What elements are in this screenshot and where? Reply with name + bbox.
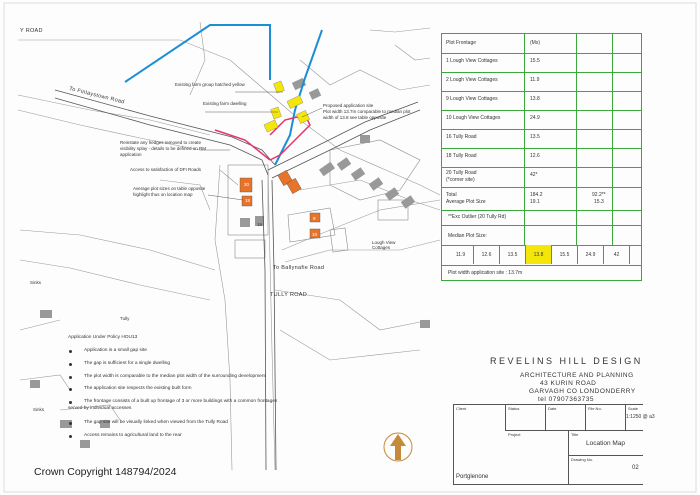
label-status: Status	[508, 406, 520, 411]
table-row-sublabel: (*corner site)	[446, 177, 475, 183]
north-label: N	[395, 446, 401, 453]
plot-frontage-table	[441, 33, 642, 281]
label-date: Date	[548, 406, 557, 411]
firm-address-2: GARVAGH CO LONDONDERRY	[529, 388, 636, 395]
plot-highlights	[240, 170, 320, 238]
site-boundary	[215, 115, 310, 160]
road-label-finlaystown: To Finlaystown Road	[68, 86, 126, 106]
median-value: 12.6	[474, 245, 500, 264]
policy-item: The gap site will be visually linked when viewed from the Tully Road	[84, 420, 228, 425]
table-average-value: 19.1	[530, 199, 540, 205]
map-label-tully: Tully	[120, 316, 130, 321]
map-label-lough-view: Lough View Cottages	[372, 240, 396, 250]
map-label-sinks: Sinks	[30, 280, 42, 285]
table-row-label: 9 Lough View Cottages	[446, 96, 498, 102]
firm-tel: tel 07907363735	[538, 396, 594, 403]
label-client: Client	[456, 406, 467, 411]
table-row-label: 2 Lough View Cottages	[446, 77, 498, 83]
road-label-ballynafie: To Ballynafie Road	[273, 265, 325, 271]
policy-item: The application site respects the existing built form	[84, 386, 192, 391]
firm-name: REVELINS HILL DESIGN	[490, 356, 643, 366]
policy-item: The frontage consists of a built up frontage of 3 or more buildings with a common frontages	[84, 399, 278, 404]
policy-bullet	[69, 422, 72, 425]
plot-number-20: 20	[244, 182, 250, 187]
note-access: Access to satisfaction of DFI Roads	[130, 167, 202, 172]
median-value: 42	[604, 245, 630, 264]
title-value: Location Map	[586, 440, 626, 447]
note-farm-group: Existing farm group hatched yellow	[175, 82, 245, 87]
copyright: Crown Copyright 148794/2024	[34, 466, 177, 478]
label-drawing: Drawing No.	[571, 457, 594, 462]
road-label-top: Y ROAD	[20, 28, 43, 34]
table-header-label: Plot Frontage	[446, 40, 477, 46]
table-row-value: 15.5	[530, 58, 540, 64]
label-project: Project	[508, 432, 521, 437]
farm-group	[264, 81, 310, 132]
table-row-label: 20 Tully Road	[446, 170, 477, 176]
policy-bullet	[69, 350, 72, 353]
policy-item: Access remains to agricultural land to the rear	[84, 433, 182, 438]
roads	[55, 90, 420, 470]
plot-number-9: 9	[313, 216, 316, 221]
table-average-label: Average Plot Size	[446, 199, 486, 205]
policy-item: served by individual accesses	[68, 406, 132, 411]
policy-title: Application Under Policy HOU13	[68, 335, 138, 340]
table-row-value: 11.9	[530, 77, 540, 83]
policy-item: Application is a small gap site	[84, 348, 147, 353]
note-hedges-3: application	[120, 152, 142, 157]
policy-bullet	[69, 435, 72, 438]
table-row-value: 24.9	[530, 115, 540, 121]
scale-value: 1:1250 @ a3	[626, 414, 655, 420]
firm-services: ARCHITECTURE AND PLANNING	[520, 372, 634, 379]
policy-bullet	[69, 401, 72, 404]
label-file: File No.	[588, 406, 602, 411]
note-hedges-2: visibility splay - details to be defined on RM	[120, 146, 207, 151]
note-farm-dwelling: Existing farm dwelling	[203, 101, 247, 106]
table-row-value: 12.6	[530, 153, 540, 159]
table-average-extra: 15.3	[594, 199, 604, 205]
median-value: 11.9	[448, 245, 474, 264]
table-header-unit: (Ms)	[530, 40, 540, 46]
policy-bullet	[69, 376, 72, 379]
note-average-2: highlight thus on location map	[133, 192, 193, 197]
median-value: 13.5	[500, 245, 526, 264]
note-hedges-1: Reinstate any hedges removed to create	[120, 140, 202, 145]
policy-bullet	[69, 388, 72, 391]
table-row-label: 1 Lough View Cottages	[446, 58, 498, 64]
plot-number-16: 16	[257, 222, 263, 227]
table-row-value: 13.8	[530, 96, 540, 102]
policy-item: The plot width is comparable to the median plot width of the surrounding development	[84, 374, 266, 379]
firm-address-1: 43 KURIN ROAD	[540, 380, 597, 387]
map-label-sinks-2: Sinks	[33, 407, 45, 412]
table-row-label: 16 Tully Road	[446, 134, 477, 140]
road-label-tully: TULLY ROAD	[270, 292, 308, 298]
median-value: 24.9	[578, 245, 604, 264]
table-total-value: 184.2	[530, 192, 543, 198]
note-proposed-site-3: width of 13.8 see table opposite	[323, 115, 387, 120]
table-row-label: 10 Lough View Cottages	[446, 115, 501, 121]
table-median-label: Median Plot Size:	[448, 233, 487, 239]
table-plot-width-note: Plot width application site : 13.7m	[448, 270, 523, 276]
drawing-value: 02	[632, 465, 639, 471]
plot-number-18: 18	[245, 198, 251, 203]
median-value: 15.5	[552, 245, 578, 264]
note-average-1: Average plot sizes on table opposite	[133, 186, 206, 191]
table-total-extra: 92.2**	[592, 192, 606, 198]
table-exc-note: **Exc Outlier (20 Tully Rd)	[448, 214, 507, 220]
leader-lines	[200, 92, 322, 200]
label-scale: Scale	[628, 406, 639, 411]
table-total-label: Total	[446, 192, 457, 198]
note-proposed-site-2: Plot width 13.7m comparable to median plot	[323, 109, 411, 114]
label-title: Title	[571, 432, 579, 437]
table-row-label: 18 Tully Road	[446, 153, 477, 159]
policy-item: The gap is sufficient for a single dwelling	[84, 361, 171, 366]
median-value-highlighted: 13.8	[526, 245, 552, 264]
note-proposed-site: Proposed application site	[323, 103, 374, 108]
table-row-value: 42*	[530, 172, 538, 178]
table-row-value: 13.5	[530, 134, 540, 140]
project-location: Portglenone	[456, 474, 489, 480]
policy-bullet	[69, 363, 72, 366]
plot-number-10: 10	[312, 232, 318, 237]
